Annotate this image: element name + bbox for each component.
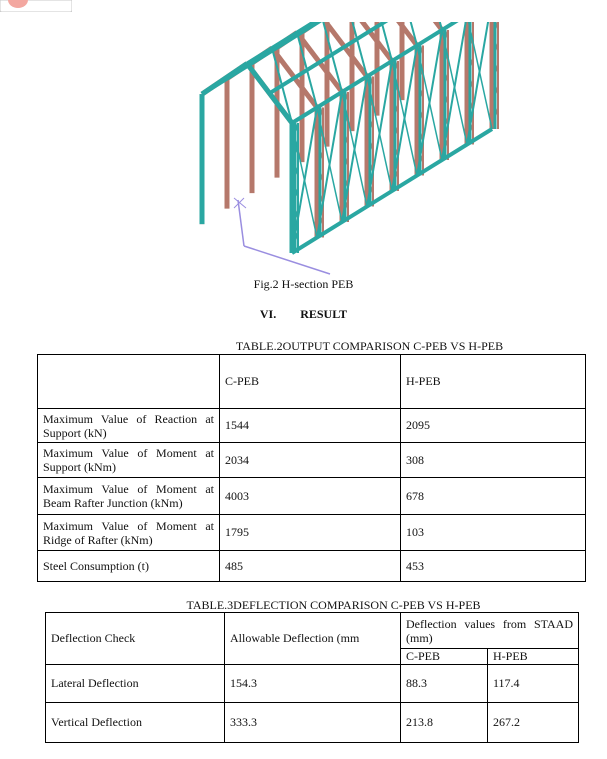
h-peb-value: 117.4 [488,665,579,703]
header-h-peb: H-PEB [401,355,586,409]
header-c-peb: C-PEB [401,649,488,665]
table-row [38,515,586,551]
axis-line [238,200,244,246]
c-peb-value: 88.3 [401,665,488,703]
row-label-line1: Maximum Value of Moment at [43,518,214,533]
row-label-line2: Support (kNm) [43,460,116,474]
row-label-line2: Beam Rafter Junction (kNm) [43,496,183,510]
c-peb-value: 213.8 [401,703,488,743]
h-peb-value: 678 [401,478,586,515]
header-c-peb: C-PEB [220,355,401,409]
h-peb-value: 2095 [401,409,586,443]
c-peb-value: 485 [220,551,401,582]
allowable-value: 154.3 [225,665,401,703]
table2-caption: TABLE.2OUTPUT COMPARISON C-PEB VS H-PEB [235,339,504,353]
h-peb-value: 453 [401,551,586,582]
output-comparison-table [37,354,586,582]
header-allowable-deflection: Allowable Deflection (mm [225,613,401,665]
table-row [46,703,579,743]
row-label-line1: Maximum Value of Moment at [43,482,214,496]
section-number: VI. [259,307,277,321]
deflection-comparison-table [45,612,579,743]
table-row [38,409,586,443]
header-deflection-check: Deflection Check [46,613,225,665]
section-title: RESULT [300,307,348,321]
section-heading [0,307,607,322]
row-label-line1: Maximum Value of Moment at [43,446,214,460]
h-section-peb-model-figure [116,22,518,284]
table-header-row [46,613,579,649]
c-peb-value: 1544 [220,409,401,443]
c-peb-value: 1795 [220,515,401,551]
header-staad-values [401,613,579,649]
row-label [38,409,220,443]
header-staad-line1: Deflection values from STAAD [406,616,573,631]
table-row [46,665,579,703]
h-peb-value: 267.2 [488,703,579,743]
row-label [38,443,220,478]
table3-caption: TABLE.3DEFLECTION COMPARISON C-PEB VS H-PEB [186,598,481,612]
axis-line [244,246,330,274]
header-staad-line2: (mm) [406,630,433,645]
row-label [38,478,220,515]
roof-bracing-member [252,48,272,63]
table-row [38,478,586,515]
row-label: Steel Consumption (t) [38,551,220,582]
journal-logo-fragment [0,0,72,12]
roof-bracing-member [277,33,297,48]
header-empty-cell [38,355,220,409]
table-header-row [38,355,586,409]
row-label-line1: Maximum Value of Reaction at [43,411,214,426]
row-label-line2: Ridge of Rafter (kNm) [43,532,153,547]
row-label [38,515,220,551]
table-row [38,551,586,582]
h-peb-value: 308 [401,443,586,478]
deflection-check-label: Vertical Deflection [46,703,225,743]
header-h-peb: H-PEB [488,649,579,665]
c-peb-value: 4003 [220,478,401,515]
table-row [38,443,586,478]
allowable-value: 333.3 [225,703,401,743]
h-peb-value: 103 [401,515,586,551]
deflection-check-label: Lateral Deflection [46,665,225,703]
row-label-line2: Support (kN) [43,425,107,440]
figure-caption: Fig.2 H-section PEB [253,277,354,291]
c-peb-value: 2034 [220,443,401,478]
